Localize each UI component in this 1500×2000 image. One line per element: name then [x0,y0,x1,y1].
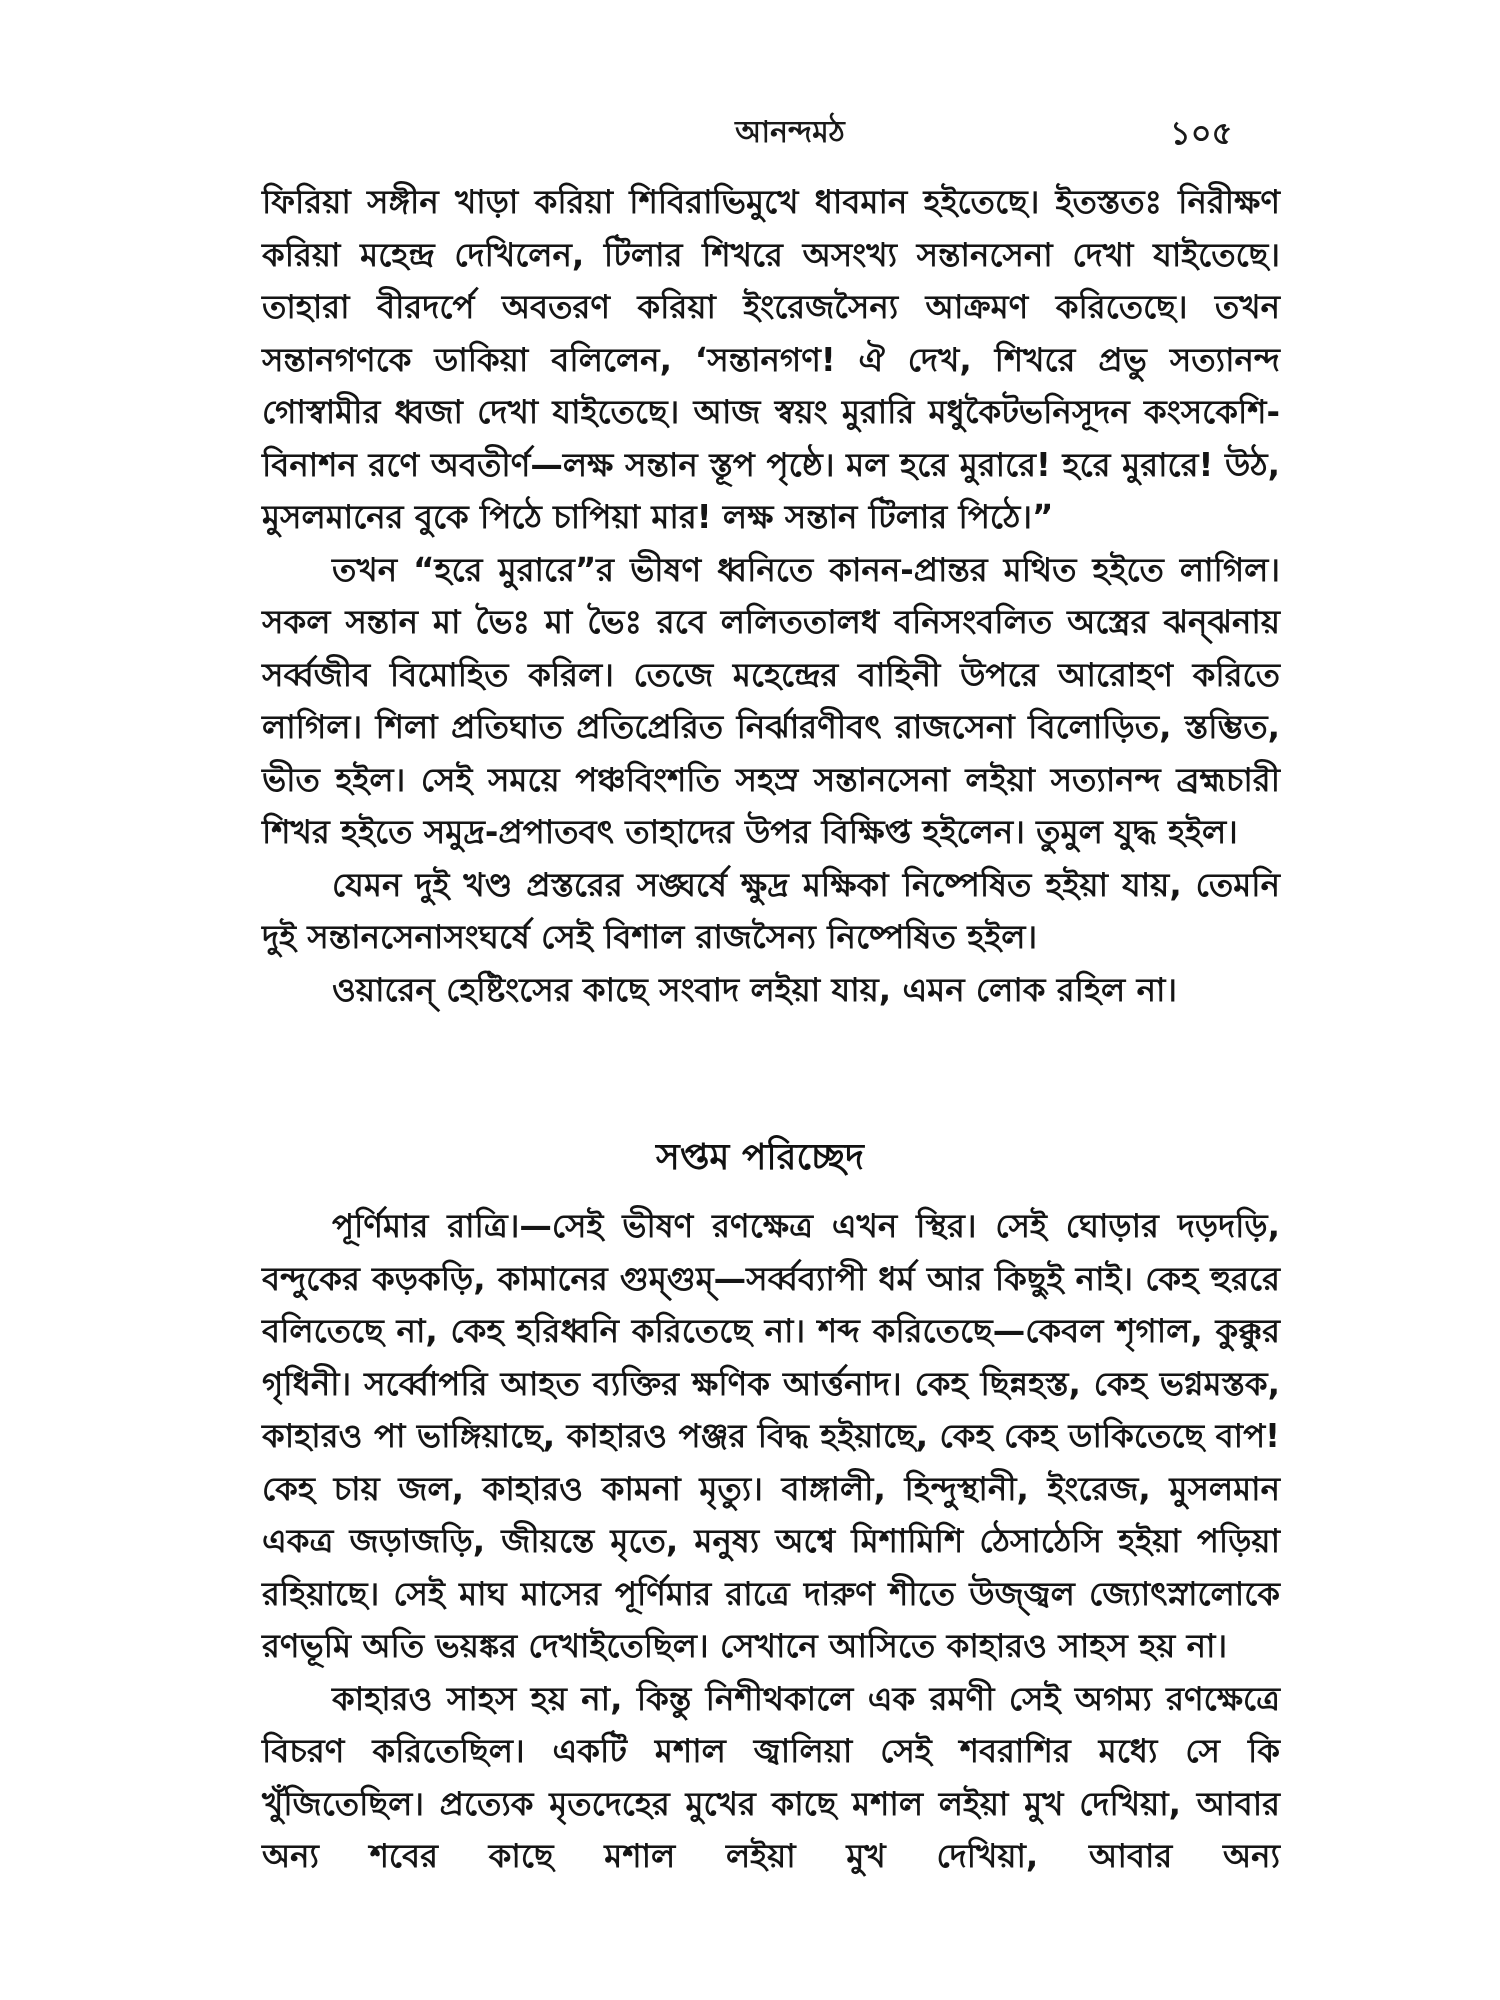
chapter-title: সপ্তম পরিচ্ছেদ [656,1137,864,1178]
page-number: ১০৫ [1170,114,1233,152]
paragraph-1: ফিরিয়া সঙ্গীন খাড়া করিয়া শিবিরাভিমুখে ধাবমান হইতেছে। ইতস্ততঃ নিরীক্ষণ করিয়া মহেন্দ্র দেখিলেন, টিলার শিখরে অসংখ্য সন্তানসেনা দেখা যাইতেছে। তাহারা বীরদর্পে অবতরণ করিয়া ইংরেজসৈন্য আক্রমণ করিতেছে। তখন সন্তানগণকে ডাকিয়া বলিলেন, ‘সন্তানগণ! ঐ দেখ, শিখরে প্রভু সত্যানন্দ গোস্বামীর ধ্বজা দেখা যাইতেছে। আজ স্বয়ং মুরারি মধুকৈটভনিসূদন কংসকেশি-বিনাশন রণে অবতীর্ণ—লক্ষ সন্তান স্তূপ পৃষ্ঠে। মল হরে মুরারে! হরে মুরারে! উঠ, মুসলমানের বুকে পিঠে চাপিয়া মার! লক্ষ সন্তান টিলার পিঠে।” [262,183,1280,536]
paragraph-2: তখন “হরে মুরারে”র ভীষণ ধ্বনিতে কানন-প্রান্তর মথিত হইতে লাগিল। সকল সন্তান মা ভৈঃ মা ভৈঃ রবে ললিততালধ বনিসংবলিত অস্ত্রের ঝন্‌ঝনায় সর্ব্বজীব বিমোহিত করিল। তেজে মহেন্দ্রের বাহিনী উপরে আরোহণ করিতে লাগিল। শিলা প্রতিঘাত প্রতিপ্রেরিত নির্ঝারণীবৎ রাজসেনা বিলোড়িত, স্তম্ভিত, ভীত হইল। সেই সময়ে পঞ্চবিংশতি সহস্র সন্তানসেনা লইয়া সত্যানন্দ ব্রহ্মচারী শিখর হইতে সমুদ্র-প্রপাতবৎ তাহাদের উপর বিক্ষিপ্ত হইলেন। তুমুল যুদ্ধ হইল। [262,550,1280,851]
paragraph-6: কাহারও সাহস হয় না, কিন্তু নিশীথকালে এক রমণী সেই অগম্য রণক্ষেত্রে বিচরণ করিতেছিল। একটি মশাল জ্বালিয়া সেই শবরাশির মধ্যে সে কি খুঁজিতেছিল। প্রত্যেক মৃতদেহের মুখের কাছে মশাল লইয়া মুখ দেখিয়া, আবার অন্য শবের কাছে মশাল লইয়া মুখ দেখিয়া, আবার অন্য [262,1679,1280,1875]
paragraph-4: ওয়ারেন্ হেষ্টিংসের কাছে সংবাদ লইয়া যায়, এমন লোক রহিল না। [332,970,1178,1009]
section-two [262,1200,1280,1883]
paragraph-3: যেমন দুই খণ্ড প্রস্তরের সঙ্ঘর্ষে ক্ষুদ্র মক্ষিকা নিষ্পেষিত হইয়া যায়, তেমনি দুই সন্তানসেনাসংঘর্ষে সেই বিশাল রাজসৈন্য নিষ্পেষিত হইল। [262,865,1280,956]
running-title: আনন্দমঠ [735,115,845,150]
paragraph-5: পূর্ণিমার রাত্রি।—সেই ভীষণ রণক্ষেত্র এখন স্থির। সেই ঘোড়ার দড়দড়ি, বন্দুকের কড়কড়ি, কামানের গুম্‌গুম্—সর্ব্বব্যাপী ধর্ম আর কিছুই নাই। কেহ হুররে বলিতেছে না, কেহ হরিধ্বনি করিতেছে না। শব্দ করিতেছে—কেবল শৃগাল, কুক্কুর গৃধিনী। সর্ব্বোপরি আহত ব্যক্তির ক্ষণিক আর্ত্তনাদ। কেহ ছিন্নহস্ত, কেহ ভগ্নমস্তক, কাহারও পা ভাঙ্গিয়াছে, কাহারও পঞ্জর বিদ্ধ হইয়াছে, কেহ কেহ ডাকিতেছে বাপ! কেহ চায় জল, কাহারও কামনা মৃত্যু। বাঙ্গালী, হিন্দুস্থানী, ইংরেজ, মুসলমান একত্র জড়াজড়ি, জীয়ন্তে মৃতে, মনুষ্য অশ্বে মিশামিশি ঠেসাঠেসি হইয়া পড়িয়া রহিয়াছে। সেই মাঘ মাসের পূর্ণিমার রাত্রে দারুণ শীতে উজ্জ্বল জ্যোৎস্নালোকে রণভূমি অতি ভয়ঙ্কর দেখাইতেছিল। সেখানে আসিতে কাহারও সাহস হয় না। [262,1207,1280,1665]
section-one [262,176,1280,1016]
